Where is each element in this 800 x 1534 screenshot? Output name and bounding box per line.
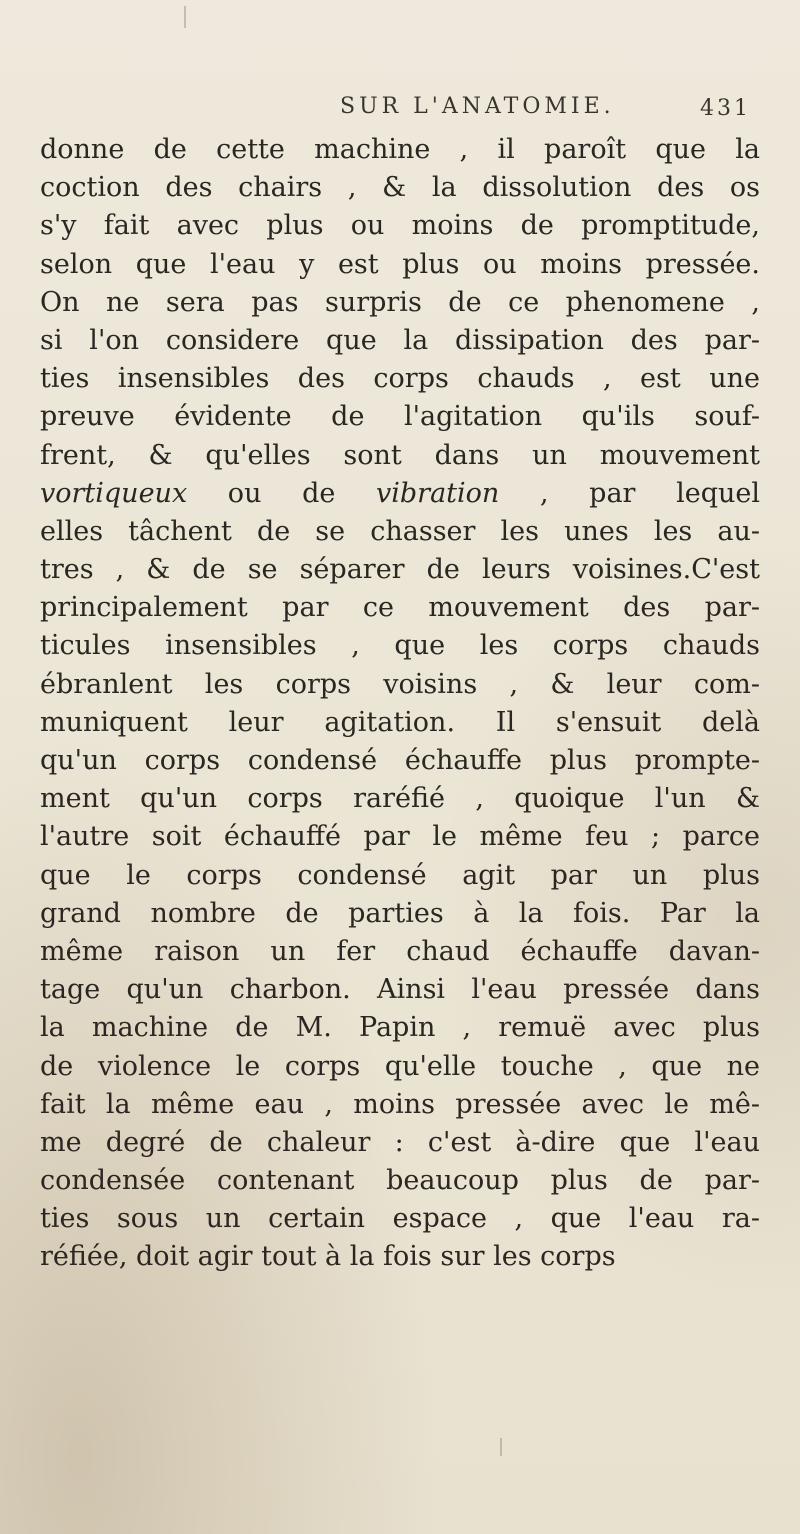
text-line: ticules insensibles , que les corps chauds — [40, 630, 760, 662]
text-line: tres , & de se séparer de leurs voisines.C'est — [40, 554, 760, 586]
text-line: même raison un fer chaud échauffe davan- — [40, 935, 760, 967]
text-line-with-italics — [40, 475, 760, 513]
text-line: réfiée, doit agir tout à la fois sur les corps — [40, 1241, 616, 1273]
text-line: principalement par ce mouvement des par- — [40, 592, 760, 624]
text-line: que le corps condensé agit par un plus — [40, 859, 760, 891]
text-line: elles tâchent de se chasser les unes les au- — [40, 515, 760, 547]
text-line: ties sous un certain espace , que l'eau ra- — [40, 1203, 760, 1235]
text-line: frent, & qu'elles sont dans un mouvement — [40, 439, 760, 471]
body-text — [40, 131, 760, 1277]
text-line: ties insensibles des corps chauds , est une — [40, 363, 760, 395]
text-line: condensée contenant beaucoup plus de par- — [40, 1165, 760, 1197]
running-head: SUR L'ANATOMIE. — [340, 94, 615, 119]
text-line: qu'un corps condensé échauffe plus prompte- — [40, 745, 760, 776]
page-blemish — [500, 1438, 502, 1456]
text-line: la machine de M. Papin , remuë avec plus — [40, 1012, 760, 1044]
text-line: fait la même eau , moins pressée avec le mê- — [40, 1088, 760, 1120]
text-line: preuve évidente de l'agitation qu'ils souf- — [40, 401, 760, 433]
text-fragment: , par lequel — [499, 477, 760, 509]
text-line: l'autre soit échauffé par le même feu ; parce — [40, 821, 760, 853]
text-line: de violence le corps qu'elle touche , que ne — [40, 1050, 760, 1082]
text-line: coction des chairs , & la dissolution des os — [40, 172, 760, 204]
text-line: selon que l'eau y est plus ou moins pressée. — [40, 248, 760, 280]
text-line: s'y fait avec plus ou moins de promptitude, — [40, 210, 760, 242]
text-line: ment qu'un corps raréfié , quoique l'un & — [40, 783, 760, 815]
text-fragment: ou de — [187, 477, 376, 509]
text-line: ébranlent les corps voisins , & leur com- — [40, 668, 760, 700]
page-number: 431 — [700, 96, 751, 121]
text-line: muniquent leur agitation. Il s'ensuit delà — [40, 706, 760, 738]
text-line: me degré de chaleur : c'est à-dire que l'eau — [40, 1126, 760, 1158]
italic-term: vibration — [376, 477, 500, 509]
text-line: On ne sera pas surpris de ce phenomene , — [40, 286, 760, 318]
text-line: si l'on considere que la dissipation des par- — [40, 324, 760, 356]
text-line: grand nombre de parties à la fois. Par la — [40, 897, 760, 929]
text-line: donne de cette machine , il paroît que la — [40, 134, 760, 165]
page-blemish — [184, 6, 186, 28]
italic-term: vortiqueux — [40, 477, 188, 509]
text-line: tage qu'un charbon. Ainsi l'eau pressée dans — [40, 974, 760, 1006]
